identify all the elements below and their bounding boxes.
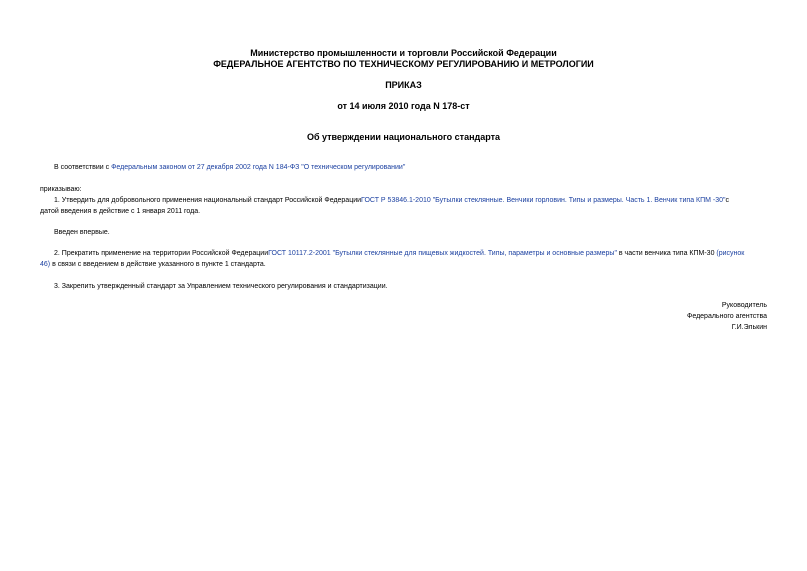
item-1-suffix: с xyxy=(725,197,730,204)
signature-position: Руководитель xyxy=(721,302,767,309)
item-3-paragraph: 3. Закрепить утвержденный стандарт за Управлением технического регулирования и стандартизации. xyxy=(54,283,388,290)
item-1-paragraph xyxy=(40,195,782,206)
gost-r-53846-link[interactable]: ГОСТ Р 53846.1-2010 "Бутылки стеклянные. Венчики горловин. Типы и размеры. Часть 1. Венчик типа КПМ -30" xyxy=(361,197,726,204)
figure-46-link-part-2[interactable]: 46) xyxy=(40,261,51,268)
signature-agency: Федерального агентства xyxy=(687,313,767,320)
basis-paragraph xyxy=(40,162,782,173)
figure-46-link-part-1[interactable]: (рисунок xyxy=(716,250,745,257)
item-2-paragraph xyxy=(40,248,782,259)
document-subject: Об утверждении национального стандарта xyxy=(306,132,501,142)
signature-name: Г.И.Элькин xyxy=(731,324,767,331)
basis-prefix: В соответствии с xyxy=(54,164,112,171)
first-time-note: Введен впервые. xyxy=(54,229,110,236)
order-word: приказываю: xyxy=(40,186,82,193)
item-1-prefix: 1. Утвердить для добровольного применения национальный стандарт Российской Федерации xyxy=(54,197,362,204)
document-date-number: от 14 июля 2010 года N 178-ст xyxy=(337,101,470,111)
item-2-middle: в части венчика типа КПМ-30 xyxy=(616,250,717,257)
item-2-suffix: в связи с введением в действие указанного в пункте 1 стандарта. xyxy=(50,261,266,268)
gost-10117-link[interactable]: ГОСТ 10117.2-2001 "Бутылки стеклянные для пищевых жидкостей. Типы, параметры и основные размеры" xyxy=(268,250,617,257)
ministry-title: Министерство промышленности и торговли Российской Федерации xyxy=(250,48,557,58)
federal-law-link[interactable]: Федеральным законом от 27 декабря 2002 года N 184-ФЗ "О техническом регулировании" xyxy=(111,164,406,171)
agency-title: ФЕДЕРАЛЬНОЕ АГЕНТСТВО ПО ТЕХНИЧЕСКОМУ РЕГУЛИРОВАНИЮ И МЕТРОЛОГИИ xyxy=(213,59,594,69)
document-type: ПРИКАЗ xyxy=(385,80,422,90)
item-2-prefix: 2. Прекратить применение на территории Российской Федерации xyxy=(54,250,269,257)
item-2-line-2 xyxy=(40,259,768,270)
item-1-line-2: датой введения в действие с 1 января 2011 года. xyxy=(40,208,201,215)
